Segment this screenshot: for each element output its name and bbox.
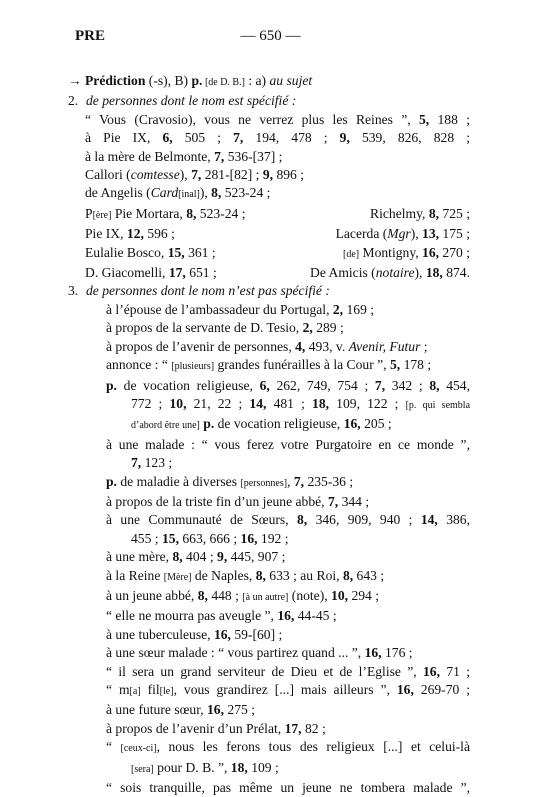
list-item: De Amicis (notaire), 18, 874. (310, 265, 470, 281)
list-item: à la Reine [Mère] de Naples, 8, 633 ; au Roi, 8, 643 ; (106, 567, 385, 583)
list-item: Eulalie Bosco, 15, 361 ; (85, 244, 216, 260)
name-grid-row (68, 225, 470, 243)
list-item: à une future sœur, 16, 275 ; (106, 702, 255, 718)
list-item: “ sois tranquille, pas même un jeune ne tombera malade ”, (106, 780, 470, 796)
list-item: “ m[a] fil[le], vous grandirez [...] mais ailleurs ”, 16, 269-70 ; (106, 682, 470, 697)
entry-body (68, 72, 470, 797)
header-keyword: PRE (75, 28, 105, 44)
list-item: à propos de l’avenir de personnes, 4, 493, v. Avenir, Futur ; (106, 338, 428, 354)
list-item: D. Giacomelli, 17, 651 ; (85, 265, 217, 281)
list-item: p. de vocation religieuse, 6, 262, 749, 754 ; 7, 342 ; 8, 454, (106, 377, 470, 393)
name-grid-row (68, 244, 470, 264)
list-item: P[ère] Pie Mortara, 8, 523-24 ; (85, 205, 246, 221)
list-item: [de] Montigny, 16, 270 ; (342, 244, 470, 260)
headword: Prédiction (85, 73, 146, 88)
list-item-continuation: 455 ; 15, 663, 666 ; 16, 192 ; (131, 530, 289, 546)
list-item: “ il sera un grand serviteur de Dieu et de l’Eglise ”, 16, 71 ; (106, 663, 471, 679)
name-grid-row (68, 264, 470, 282)
list-item: à une tuberculeuse, 16, 59-[60] ; (106, 626, 283, 642)
running-header (75, 28, 466, 48)
page-number: — 650 — (240, 28, 301, 44)
list-item: à la mère de Belmonte, 7, 536-[37] ; (85, 148, 283, 164)
list-item: Pie IX, 12, 596 ; (85, 226, 175, 242)
list-item: “ elle ne mourra pas aveugle ”, 16, 44-45 ; (106, 608, 337, 624)
list-item: annonce : “ [plusieurs] grandes funérailles à la Cour ”, 5, 178 ; (106, 357, 432, 373)
entry-heading: → Prédiction (-s), B) p. [de D. B.] : a) au sujet (68, 73, 313, 88)
section-heading: 2. de personnes dont le nom est spécifié : (68, 93, 297, 109)
list-item-continuation: [sera] pour D. B. ”, 18, 109 ; (131, 759, 279, 775)
list-item: de Angelis (Card[inal]), 8, 523-24 ; (85, 185, 271, 201)
section-heading: 3. de personnes dont le nom n’est pas spécifié : (68, 283, 330, 299)
list-item: Callori (comtesse), 7, 281-[82] ; 9, 896 ; (85, 167, 305, 183)
list-item: “ Vous (Cravosio), vous ne verrez plus les Reines ”, 5, 188 ; (85, 111, 470, 127)
list-item: à propos de la servante de D. Tesio, 2, 289 ; (106, 320, 344, 336)
name-grid-row (68, 205, 470, 225)
list-item: p. de maladie à diverses [personnes], 7, 235-36 ; (106, 473, 354, 489)
list-item: à un jeune abbé, 8, 448 ; [à un autre] (note), 10, 294 ; (106, 587, 380, 603)
list-item: à propos de la triste fin d’un jeune abbé, 7, 344 ; (106, 493, 370, 509)
list-item: à une Communauté de Sœurs, 8, 346, 909, 940 ; 14, 386, (106, 512, 470, 528)
list-item: à l’épouse de l’ambassadeur du Portugal, 2, 169 ; (106, 301, 375, 317)
list-item: à une sœur malade : “ vous partirez quand ... ”, 16, 176 ; (106, 645, 413, 661)
list-item: “ [ceux-ci], nous les ferons tous des religieux [...] et celui-là (106, 739, 470, 755)
list-item: à Pie IX, 6, 505 ; 7, 194, 478 ; 9, 539, 826, 828 ; (85, 130, 470, 146)
list-item-continuation: 772 ; 10, 21, 22 ; 14, 481 ; 18, 109, 122 ; [p. qui sembla (131, 395, 471, 411)
list-item: à une malade : “ vous ferez votre Purgatoire en ce monde ”, (106, 436, 470, 452)
list-item: Richelmy, 8, 725 ; (370, 205, 470, 221)
arrow-icon: → (68, 73, 82, 88)
list-item: Lacerda (Mgr), 13, 175 ; (335, 226, 470, 242)
list-item-continuation: d’abord être une] p. de vocation religieuse, 16, 205 ; (131, 416, 392, 432)
list-item-continuation: 7, 123 ; (131, 455, 173, 471)
list-item: à une mère, 8, 404 ; 9, 445, 907 ; (106, 549, 286, 565)
list-item: à propos de l’avenir d’un Prélat, 17, 82 ; (106, 720, 326, 736)
